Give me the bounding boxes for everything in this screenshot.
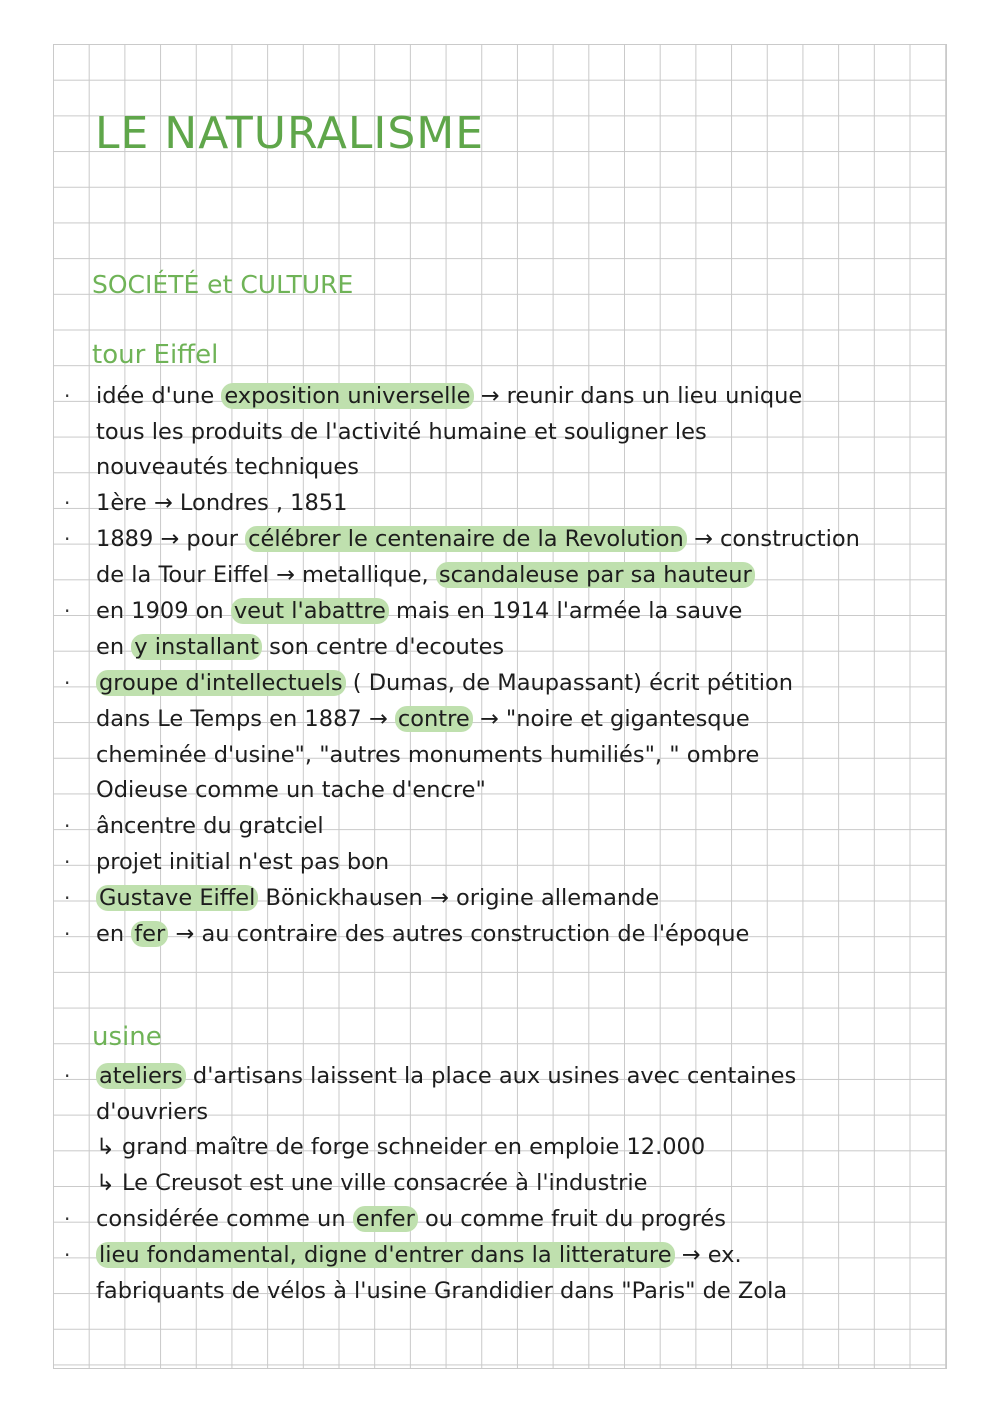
highlight: scandaleuse par sa hauteur	[436, 562, 755, 588]
bullet: ·	[64, 1064, 71, 1088]
note-line: groupe d'intellectuels ( Dumas, de Maupassant) écrit pétition	[96, 668, 793, 698]
bullet: ·	[64, 1243, 71, 1267]
note-line: considérée comme un enfer ou comme fruit du progrés	[96, 1206, 726, 1232]
highlight: groupe d'intellectuels	[96, 670, 346, 696]
bullet: ·	[64, 599, 71, 623]
bullet: ·	[64, 384, 71, 408]
note-line: en 1909 on veut l'abattre mais en 1914 l'armée la sauve	[96, 598, 743, 624]
subheading-usine: usine	[92, 1022, 162, 1052]
page-title: LE NATURALISME	[95, 108, 485, 159]
highlight: veut l'abattre	[231, 598, 389, 624]
bullet: ·	[64, 922, 71, 946]
note-line: en fer → au contraire des autres construction de l'époque	[96, 921, 750, 947]
note-line: Odieuse comme un tache d'encre"	[96, 777, 486, 803]
note-line: idée d'une exposition universelle → reunir dans un lieu unique	[96, 383, 803, 409]
highlight: exposition universelle	[221, 383, 473, 409]
note-line: lieu fondamental, digne d'entrer dans la litterature → ex.	[96, 1240, 742, 1270]
note-line: cheminée d'usine", "autres monuments humiliés", " ombre	[96, 742, 760, 768]
note-line: ↳ grand maître de forge schneider en emploie 12.000	[96, 1134, 706, 1160]
highlight: Gustave Eiffel	[96, 885, 258, 911]
bullet: ·	[64, 1207, 71, 1231]
highlight: fer	[131, 921, 168, 947]
highlight: contre	[395, 706, 473, 732]
note-line: projet initial n'est pas bon	[96, 849, 390, 875]
note-line: dans Le Temps en 1887 → contre → "noire et gigantesque	[96, 706, 750, 732]
highlight: ateliers	[96, 1063, 186, 1089]
note-line: fabriquants de vélos à l'usine Grandidier dans "Paris" de Zola	[96, 1278, 788, 1304]
section-heading: SOCIÉTÉ et CULTURE	[92, 270, 354, 299]
highlight: lieu fondamental, digne d'entrer dans la litterature	[96, 1242, 675, 1268]
note-line: nouveautés techniques	[96, 454, 359, 480]
note-line: en y installant son centre d'ecoutes	[96, 634, 505, 660]
note-line: ↳ Le Creusot est une ville consacrée à l'industrie	[96, 1170, 648, 1196]
bullet: ·	[64, 527, 71, 551]
note-line: 1889 → pour célébrer le centenaire de la Revolution → construction	[96, 526, 860, 552]
note-line: de la Tour Eiffel → metallique, scandaleuse par sa hauteur	[96, 560, 755, 590]
highlight: y installant	[131, 634, 262, 660]
note-line: ateliers d'artisans laissent la place aux usines avec centaines	[96, 1061, 796, 1091]
note-line: d'ouvriers	[96, 1099, 209, 1125]
note-line: âncentre du gratciel	[96, 813, 324, 839]
bullet: ·	[64, 886, 71, 910]
bullet: ·	[64, 491, 71, 515]
highlight: enfer	[353, 1206, 418, 1232]
note-line: tous les produits de l'activité humaine et souligner les	[96, 419, 707, 445]
subheading-tour-eiffel: tour Eiffel	[92, 340, 219, 370]
note-line: Gustave Eiffel Bönickhausen → origine allemande	[96, 883, 659, 913]
bullet: ·	[64, 850, 71, 874]
highlight: célébrer le centenaire de la Revolution	[245, 526, 687, 552]
bullet: ·	[64, 671, 71, 695]
note-line: 1ère → Londres , 1851	[96, 490, 348, 516]
bullet: ·	[64, 814, 71, 838]
